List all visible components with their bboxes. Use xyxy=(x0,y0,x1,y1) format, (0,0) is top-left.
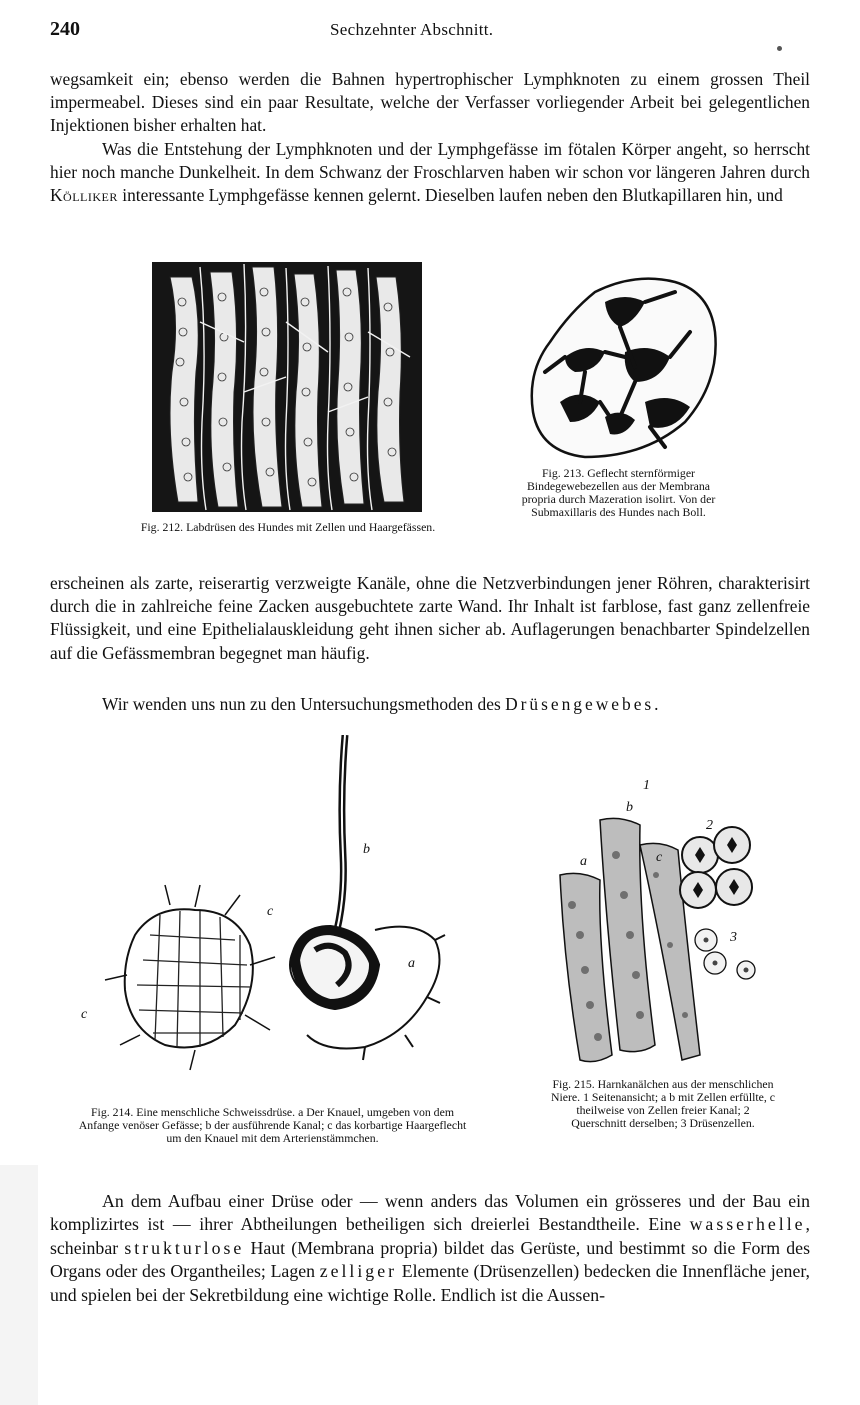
paragraph-4-text-c: Haut (Membrana propria) bildet das Gerüste, und bestimmt so die Form des Organs oder des Organtheiles; Lagen xyxy=(50,1237,810,1282)
figure-215-label-1: 1 xyxy=(643,778,650,793)
paragraph-4-spaced-2: strukturlose xyxy=(124,1237,245,1258)
figure-213-connective-tissue-cells xyxy=(525,272,725,462)
page-header xyxy=(50,18,810,48)
figure-214-caption: Fig. 214. Eine menschliche Schweissdrüse. a Der Knauel, umgeben von dem Anfange venöser Gefässe; b der ausführende Kanal; c das korbartige Haargeflecht um den Knauel mit dem Arterienstämmchen. xyxy=(78,1105,467,1145)
ink-speck xyxy=(777,46,782,51)
paragraph-3 xyxy=(50,693,810,715)
figure-214-label-a: a xyxy=(408,956,415,971)
figure-215-label-3: 3 xyxy=(730,930,737,945)
figure-214-sweat-gland xyxy=(75,735,465,1080)
paragraph-4-spaced-3: zelliger xyxy=(319,1261,398,1282)
figure-214-label-c-left: c xyxy=(81,1007,88,1022)
paragraph-1 xyxy=(50,68,810,207)
figure-214-label-c-top: c xyxy=(267,904,274,919)
paragraph-1-text-c: interessante Lymphgefässe kennen gelernt. Dieselben laufen neben den Blutkapillaren hin, und xyxy=(122,185,783,206)
figure-215-kidney-tubules xyxy=(550,775,780,1075)
author-name-kolliker: Kölliker xyxy=(50,185,118,206)
figure-215-label-a: a xyxy=(580,854,587,869)
figure-215-caption: Fig. 215. Harnkanälchen aus der menschlichen Niere. 1 Seitenansicht; a b mit Zellen erfüllte, c theilweise von Zellen freier Kanal; 2 Querschnitt derselben; 3 Drüsenzellen. xyxy=(550,1077,776,1130)
paragraph-4 xyxy=(50,1190,810,1307)
paragraph-4-text-a: An dem Aufbau einer Drüse oder — wenn anders das Volumen ein grösseres und der Bau ein komplizirtes ist — ihrer Abtheilungen betheiligen sich dreierlei Bestandtheile. Eine xyxy=(50,1191,810,1235)
figure-212-caption: Fig. 212. Labdrüsen des Hundes mit Zellen und Haargefässen. xyxy=(140,520,436,534)
running-title: Sechzehnter Abschnitt. xyxy=(330,20,494,39)
paragraph-3-spaced-word: Drüsengewebes. xyxy=(505,694,662,714)
figure-212-gastric-glands xyxy=(152,262,422,512)
paragraph-4-spaced-1: wasserhelle xyxy=(689,1214,806,1235)
scan-margin xyxy=(0,1165,38,1405)
paragraph-1-text-a: wegsamkeit ein; ebenso werden die Bahnen hypertrophischer Lymphknoten zu einem grossen Theil impermeabel. Dieses sind ein paar Resultate, welche der Verfasser vorliegender Arbeit bei gelegentlichen Injektionen bisher erhalten hat. xyxy=(50,69,810,136)
figure-215-label-c: c xyxy=(656,850,663,865)
paragraph-4-text-b: , scheinbar xyxy=(50,1214,810,1258)
paragraph-1-text-b: Was die Entstehung der Lymphknoten und der Lymphgefässe im fötalen Körper angeht, so herrscht hier noch manche Dunkelheit. In dem Schwanz der Froschlarven haben wir schon vor längeren Jahren durch xyxy=(50,138,810,182)
paragraph-2: erscheinen als zarte, reiserartig verzweigte Kanäle, ohne die Netzverbindungen jener Röhren, charakterisirt durch die in zahlreiche feine Zacken ausgebuchtete zarte Wand. Ihr Inhalt ist farblose, fast ganz zellenfreie Flüssigkeit, und eine Epithelialauskleidung geht ihnen sicher ab. Auflagerungen benachbarter Spindelzellen auf die Gefässmembran begegnet man häufig. xyxy=(50,573,810,663)
paragraph-3-text: Wir wenden uns nun zu den Untersuchungsmethoden des xyxy=(102,694,501,714)
figure-215-label-b: b xyxy=(626,800,633,815)
page-number: 240 xyxy=(50,18,80,40)
figure-215-label-2: 2 xyxy=(706,818,713,833)
paragraph-4-text-d: Elemente (Drüsenzellen) bedecken die Innenfläche jener, und spielen bei der Sekretbildung eine wichtige Rolle. Endlich ist die Aussen- xyxy=(50,1261,810,1305)
figure-214-label-b: b xyxy=(363,842,370,857)
figure-213-caption: Fig. 213. Geflecht sternförmiger Bindegewebezellen aus der Membrana propria durch Mazeration isolirt. Von der Submaxillaris des Hundes nach Boll. xyxy=(521,466,716,519)
